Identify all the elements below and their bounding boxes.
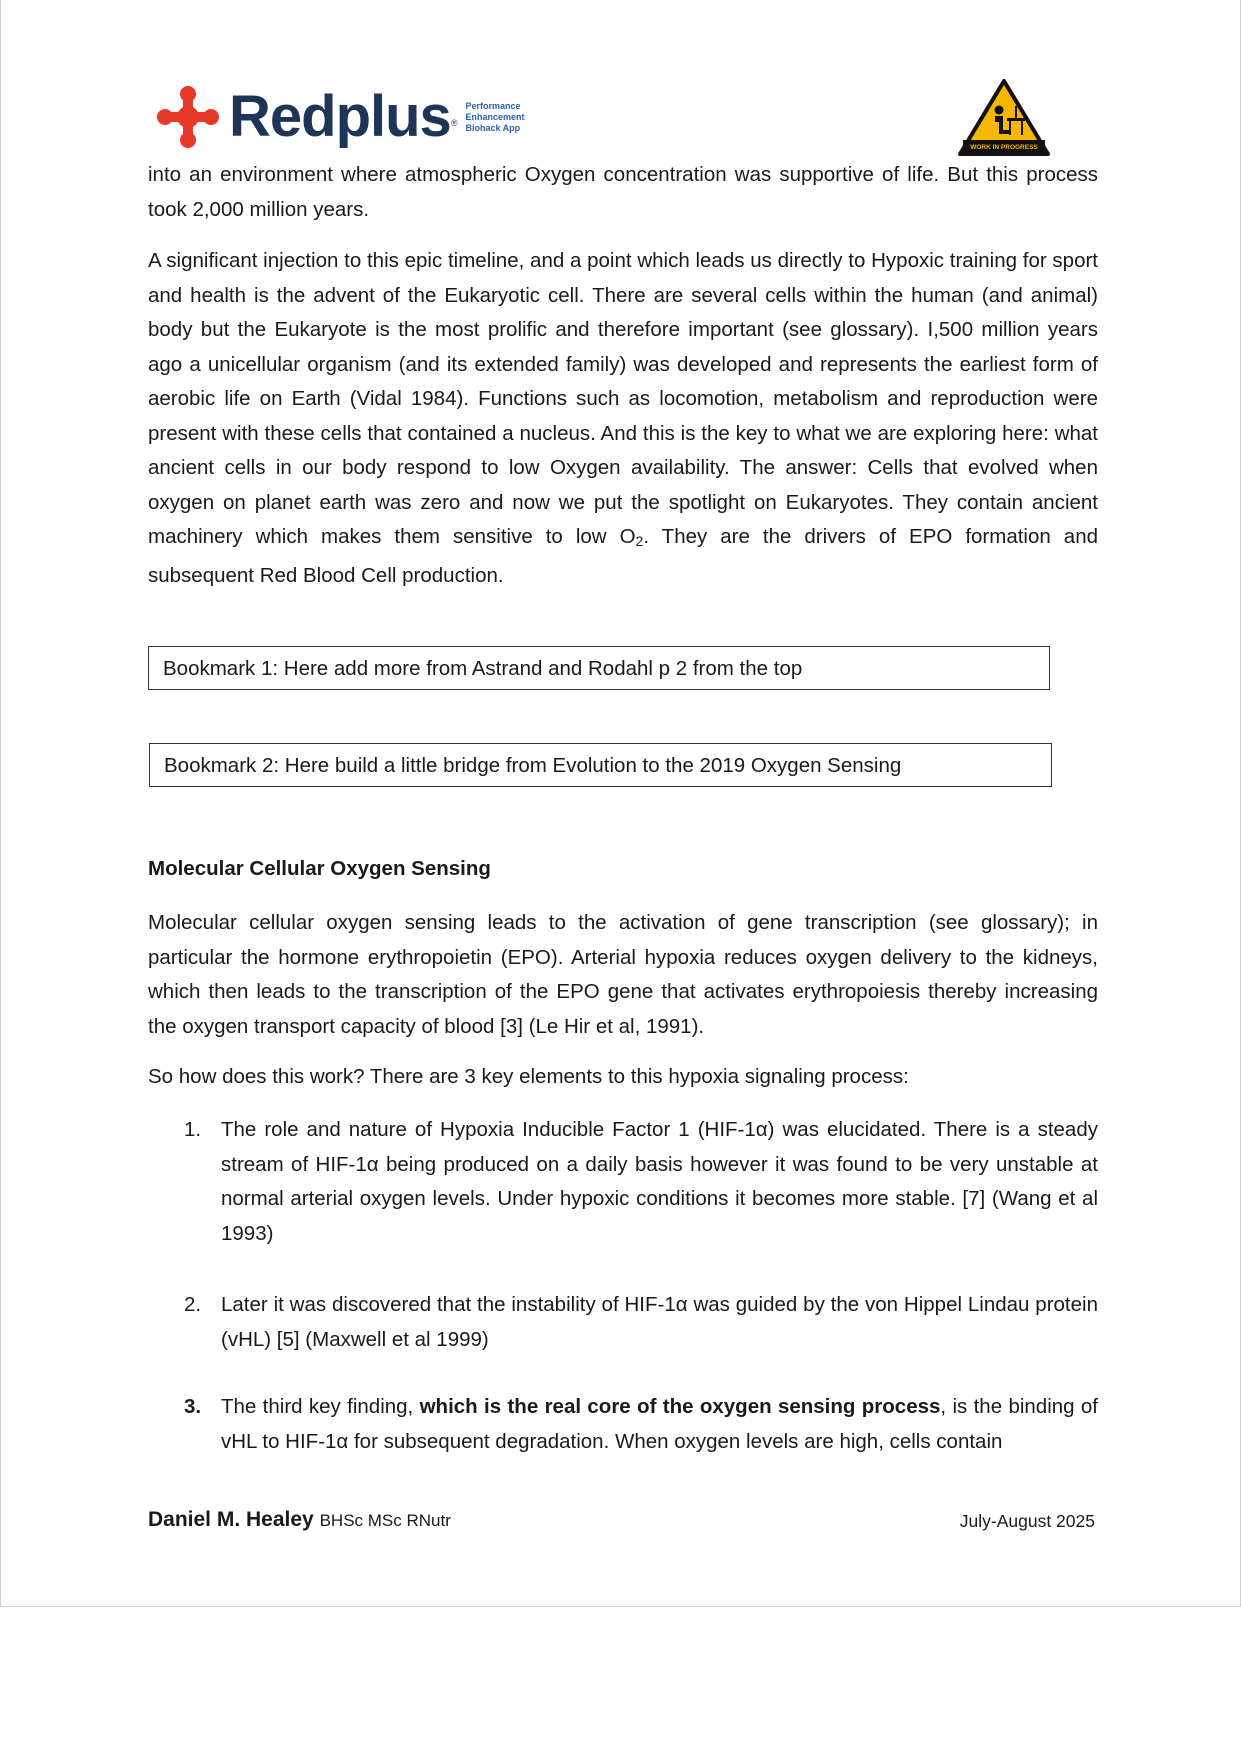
paragraph-eukaryote <box>148 244 1098 593</box>
list-item-text <box>221 1390 1098 1459</box>
section-heading: Molecular Cellular Oxygen Sensing <box>148 857 491 880</box>
list-item-text-end: , is the binding of vHL to HIF-1α for subsequent degradation. When oxygen levels are high, cells contain <box>221 1395 1099 1453</box>
warning-label: WORK IN PROGRESS <box>970 144 1038 151</box>
paragraph-key-elements-intro: So how does this work? There are 3 key elements to this hypoxia signaling process: <box>148 1065 909 1088</box>
subscript-2: 2 <box>635 533 644 549</box>
redplus-logo <box>155 84 524 150</box>
tagline-line-2: Enhancement <box>465 111 525 122</box>
logo-registered-mark: ® <box>450 118 458 128</box>
redplus-cross-icon <box>155 84 221 150</box>
list-item-text-bold: which is the real core of the oxygen sensing process <box>419 1395 941 1418</box>
paragraph-eukaryote-end: . They are the drivers of EPO formation and subsequent Red Blood Cell production. <box>148 525 1098 587</box>
logo-wordmark: Redplus <box>229 84 451 149</box>
list-item-text: Later it was discovered that the instability of HIF-1α was guided by the von Hippel Lindau protein (vHL) [5] (Maxwell et al 1999) <box>221 1293 1098 1351</box>
list-item-text-start: The third key finding, <box>221 1395 420 1418</box>
paragraph-eukaryote-text: A significant injection to this epic timeline, and a point which leads us directly to Hypoxic training for sport and health is the advent of the Eukaryotic cell. There are several cells within the human (and animal) body but the Eukaryote is the most prolific and therefore important (see glossary). I,500 million years ago a unicellular organism (and its extended family) was developed and represents the earliest form of aerobic life on Earth (Vidal 1984). Functions such as locomotion, metabolism and reproduction were present with these cells that contained a nucleus. And this is the key to what we are exploring here: what ancient cells in our body respond to low Oxygen availability. The answer: Cells that evolved when oxygen on planet earth was zero and now we put the spotlight on Eukaryotes. They contain ancient machinery which makes them sensitive to low O <box>148 249 1098 548</box>
footer-date: July-August 2025 <box>959 1511 1095 1531</box>
author-name: Daniel M. Healey <box>148 1508 314 1531</box>
author-credentials: BHSc MSc RNutr <box>319 1511 451 1530</box>
tagline-line-1: Performance <box>465 100 521 111</box>
bookmark-1-box: Bookmark 1: Here add more from Astrand and Rodahl p 2 from the top <box>148 646 1050 690</box>
list-item-text: The role and nature of Hypoxia Inducible Factor 1 (HIF-1α) was elucidated. There is a steady stream of HIF-1α being produced on a daily basis however it was found to be very unstable at normal arterial oxygen levels. Under hypoxic conditions it becomes more stable. [7] (Wang et al 1993) <box>221 1118 1098 1245</box>
paragraph-oxygen-sensing: Molecular cellular oxygen sensing leads to the activation of gene transcription (see glossary); in particular the hormone erythropoietin (EPO). Arterial hypoxia reduces oxygen delivery to the kidneys, which then leads to the transcription of the EPO gene that activates erythropoiesis thereby increasing the oxygen transport capacity of blood [3] (Le Hir et al, 1991). <box>148 911 1098 1038</box>
page-header <box>149 78 1099 158</box>
list-number: 2. <box>184 1293 202 1316</box>
list-number: 1. <box>184 1118 202 1141</box>
logo-tagline <box>465 101 524 134</box>
list-number: 3. <box>184 1395 202 1418</box>
paragraph-evolution: into an environment where atmospheric Oxygen concentration was supportive of life. But this process took 2,000 million years. <box>148 163 1098 221</box>
footer-author <box>148 1508 451 1532</box>
bookmark-2-box: Bookmark 2: Here build a little bridge from Evolution to the 2019 Oxygen Sensing <box>149 743 1052 787</box>
work-in-progress-warning-icon <box>957 78 1051 158</box>
tagline-line-3: Biohack App <box>465 122 521 133</box>
